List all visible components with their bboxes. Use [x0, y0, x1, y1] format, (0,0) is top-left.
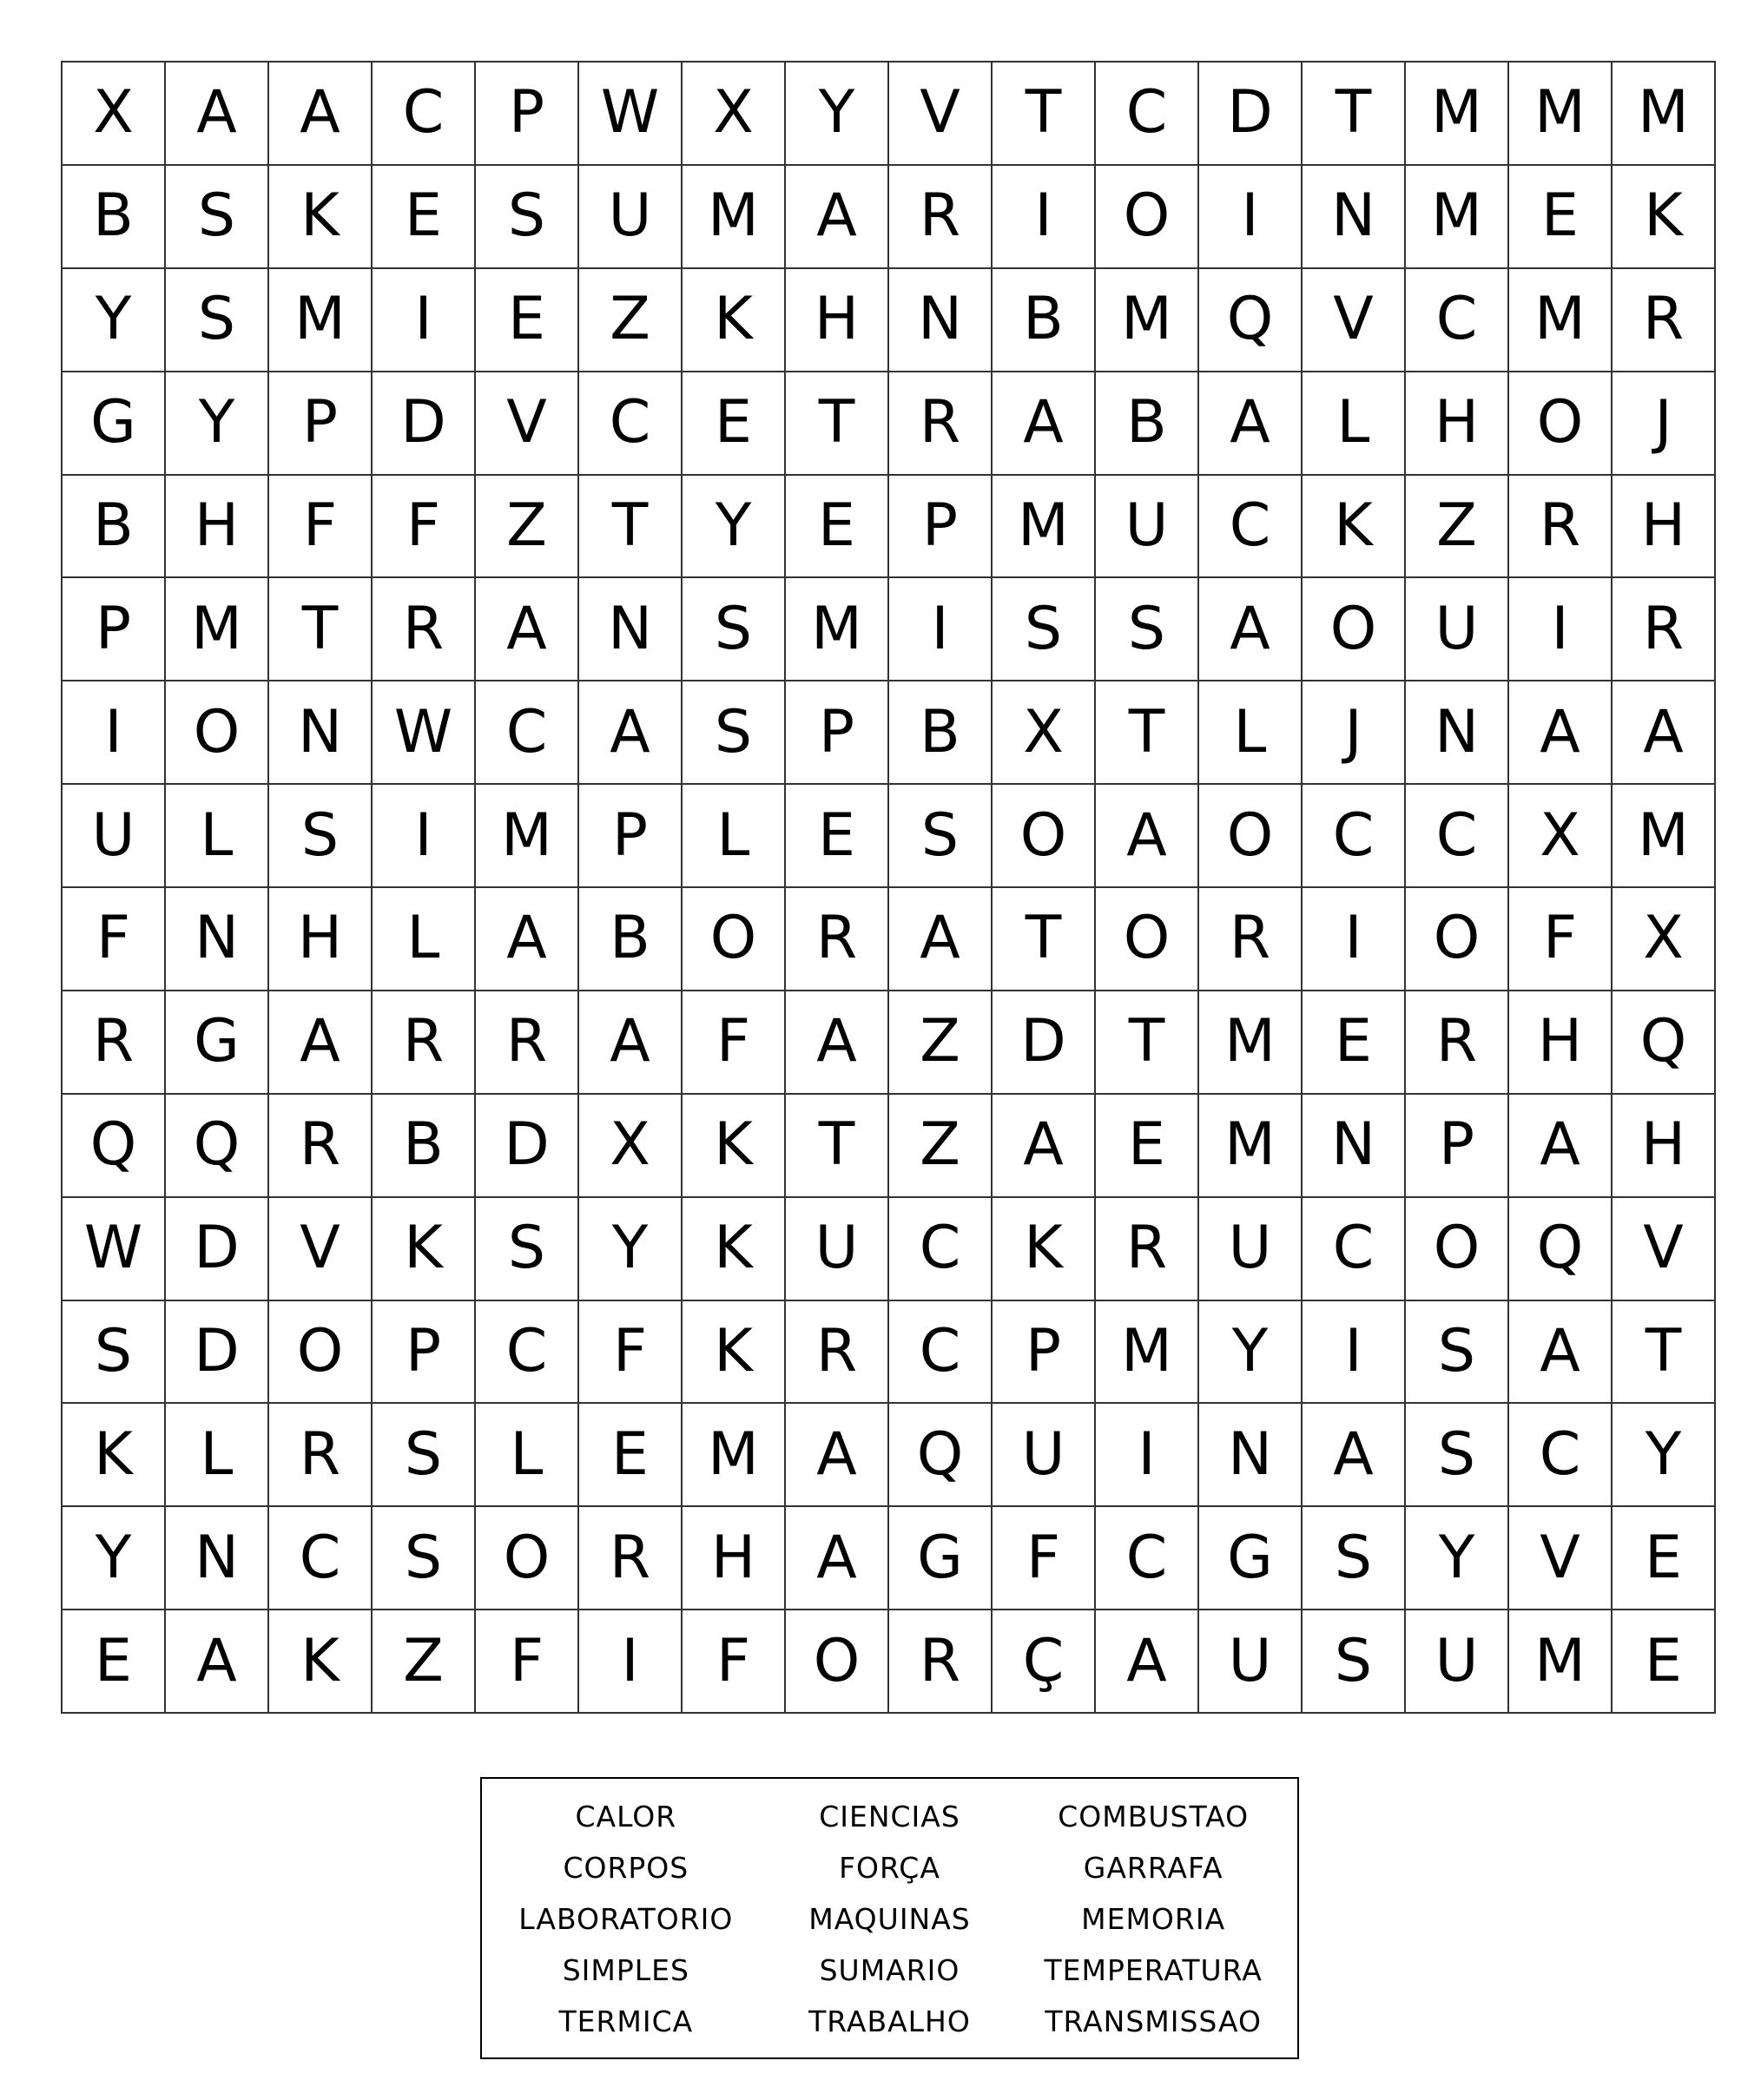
grid-cell[interactable]: C: [1406, 269, 1509, 372]
grid-cell[interactable]: F: [1509, 888, 1613, 991]
grid-cell[interactable]: A: [476, 888, 579, 991]
word-list-item: TEMPERATURA: [1044, 1953, 1263, 1987]
grid-cell[interactable]: C: [1406, 785, 1509, 888]
grid-cell[interactable]: X: [579, 1095, 683, 1198]
grid-cell[interactable]: X: [683, 63, 786, 166]
grid-cell[interactable]: D: [1199, 63, 1303, 166]
grid-cell[interactable]: O: [1406, 888, 1509, 991]
grid-cell[interactable]: O: [166, 681, 269, 785]
grid-cell[interactable]: A: [786, 1507, 889, 1610]
grid-cell[interactable]: V: [889, 63, 993, 166]
grid-cell[interactable]: Y: [1406, 1507, 1509, 1610]
grid-cell[interactable]: V: [476, 372, 579, 476]
grid-cell[interactable]: A: [1509, 1301, 1613, 1405]
grid-cell[interactable]: L: [166, 1404, 269, 1507]
word-list-item: SIMPLES: [562, 1953, 689, 1987]
grid-cell[interactable]: Q: [1199, 269, 1303, 372]
grid-cell[interactable]: Q: [1509, 1198, 1613, 1301]
grid-cell[interactable]: V: [1303, 269, 1406, 372]
grid-cell[interactable]: M: [1199, 991, 1303, 1095]
grid-cell[interactable]: V: [1613, 1198, 1716, 1301]
grid-cell[interactable]: M: [269, 269, 373, 372]
grid-cell[interactable]: V: [269, 1198, 373, 1301]
grid-cell[interactable]: D: [166, 1301, 269, 1405]
grid-cell[interactable]: G: [1199, 1507, 1303, 1610]
grid-cell[interactable]: P: [373, 1301, 476, 1405]
grid-cell[interactable]: L: [373, 888, 476, 991]
grid-cell[interactable]: K: [63, 1404, 166, 1507]
grid-cell[interactable]: N: [269, 681, 373, 785]
grid-cell[interactable]: M: [1096, 1301, 1199, 1405]
grid-cell[interactable]: M: [476, 785, 579, 888]
grid-cell[interactable]: C: [373, 63, 476, 166]
grid-cell[interactable]: O: [476, 1507, 579, 1610]
grid-cell[interactable]: Z: [476, 476, 579, 579]
grid-cell[interactable]: A: [476, 578, 579, 681]
grid-cell[interactable]: Q: [166, 1095, 269, 1198]
grid-cell[interactable]: P: [476, 63, 579, 166]
grid-cell[interactable]: S: [476, 1198, 579, 1301]
grid-cell[interactable]: I: [889, 578, 993, 681]
grid-cell[interactable]: F: [373, 476, 476, 579]
grid-cell[interactable]: H: [1613, 1095, 1716, 1198]
grid-cell[interactable]: F: [269, 476, 373, 579]
grid-cell[interactable]: O: [1096, 166, 1199, 269]
grid-cell[interactable]: I: [579, 1610, 683, 1714]
grid-cell[interactable]: R: [889, 372, 993, 476]
grid-cell[interactable]: B: [889, 681, 993, 785]
grid-cell[interactable]: H: [1406, 372, 1509, 476]
grid-cell[interactable]: R: [1096, 1198, 1199, 1301]
grid-cell[interactable]: L: [1199, 681, 1303, 785]
grid-cell[interactable]: X: [1509, 785, 1613, 888]
grid-cell[interactable]: T: [1613, 1301, 1716, 1405]
grid-cell[interactable]: A: [1096, 785, 1199, 888]
grid-cell[interactable]: I: [1509, 578, 1613, 681]
grid-cell[interactable]: M: [1096, 269, 1199, 372]
grid-cell[interactable]: I: [1303, 1301, 1406, 1405]
grid-cell[interactable]: B: [993, 269, 1096, 372]
grid-cell[interactable]: Z: [579, 269, 683, 372]
grid-cell[interactable]: A: [269, 63, 373, 166]
grid-cell[interactable]: F: [579, 1301, 683, 1405]
grid-cell[interactable]: I: [1303, 888, 1406, 991]
grid-cell[interactable]: V: [1509, 1507, 1613, 1610]
grid-cell[interactable]: E: [1509, 166, 1613, 269]
word-list-item: LABORATORIO: [518, 1902, 734, 1936]
grid-cell[interactable]: Z: [1406, 476, 1509, 579]
grid-cell[interactable]: R: [1613, 269, 1716, 372]
grid-cell[interactable]: E: [373, 166, 476, 269]
grid-cell[interactable]: Y: [579, 1198, 683, 1301]
grid-cell[interactable]: S: [373, 1507, 476, 1610]
grid-cell[interactable]: S: [63, 1301, 166, 1405]
grid-cell[interactable]: N: [1303, 166, 1406, 269]
grid-cell[interactable]: G: [889, 1507, 993, 1610]
grid-cell[interactable]: T: [1096, 991, 1199, 1095]
grid-cell[interactable]: B: [63, 476, 166, 579]
grid-cell[interactable]: R: [269, 1404, 373, 1507]
grid-cell[interactable]: G: [166, 991, 269, 1095]
grid-cell[interactable]: K: [1303, 476, 1406, 579]
grid-cell[interactable]: L: [476, 1404, 579, 1507]
grid-cell[interactable]: E: [1096, 1095, 1199, 1198]
grid-cell[interactable]: R: [786, 888, 889, 991]
grid-cell[interactable]: R: [269, 1095, 373, 1198]
grid-cell[interactable]: F: [683, 991, 786, 1095]
word-list-item: CALOR: [575, 1800, 677, 1833]
grid-cell[interactable]: U: [1199, 1610, 1303, 1714]
grid-cell[interactable]: C: [1199, 476, 1303, 579]
grid-cell[interactable]: R: [889, 1610, 993, 1714]
grid-cell[interactable]: M: [683, 1404, 786, 1507]
grid-cell[interactable]: C: [889, 1301, 993, 1405]
grid-cell[interactable]: Y: [1613, 1404, 1716, 1507]
grid-cell[interactable]: A: [1509, 1095, 1613, 1198]
grid-cell[interactable]: H: [683, 1507, 786, 1610]
grid-cell[interactable]: O: [1509, 372, 1613, 476]
grid-cell[interactable]: A: [889, 888, 993, 991]
word-list-item: TERMICA: [558, 2005, 694, 2038]
grid-cell[interactable]: I: [1096, 1404, 1199, 1507]
word-list-item: GARRAFA: [1083, 1851, 1223, 1885]
grid-cell[interactable]: E: [1303, 991, 1406, 1095]
grid-cell[interactable]: D: [476, 1095, 579, 1198]
grid-cell[interactable]: A: [1096, 1610, 1199, 1714]
grid-cell[interactable]: N: [1406, 681, 1509, 785]
grid-cell[interactable]: A: [1199, 578, 1303, 681]
grid-cell[interactable]: X: [1613, 888, 1716, 991]
grid-cell[interactable]: A: [166, 63, 269, 166]
grid-cell[interactable]: J: [1303, 681, 1406, 785]
grid-cell[interactable]: R: [786, 1301, 889, 1405]
grid-cell[interactable]: M: [1509, 63, 1613, 166]
grid-cell[interactable]: C: [476, 1301, 579, 1405]
grid-cell[interactable]: K: [683, 269, 786, 372]
grid-cell[interactable]: M: [1509, 1610, 1613, 1714]
grid-cell[interactable]: T: [269, 578, 373, 681]
grid-cell[interactable]: M: [786, 578, 889, 681]
grid-cell[interactable]: R: [373, 578, 476, 681]
grid-cell[interactable]: S: [889, 785, 993, 888]
grid-cell[interactable]: T: [993, 888, 1096, 991]
word-list-item: FORÇA: [839, 1851, 940, 1885]
grid-cell[interactable]: K: [269, 166, 373, 269]
grid-cell[interactable]: P: [786, 681, 889, 785]
grid-cell[interactable]: I: [373, 785, 476, 888]
grid-cell[interactable]: R: [1613, 578, 1716, 681]
grid-cell[interactable]: H: [269, 888, 373, 991]
grid-cell[interactable]: O: [993, 785, 1096, 888]
grid-cell[interactable]: S: [683, 578, 786, 681]
grid-cell[interactable]: E: [683, 372, 786, 476]
grid-cell[interactable]: K: [683, 1198, 786, 1301]
grid-cell[interactable]: A: [993, 1095, 1096, 1198]
grid-cell[interactable]: C: [1096, 1507, 1199, 1610]
grid-cell[interactable]: O: [1199, 785, 1303, 888]
grid-cell[interactable]: B: [373, 1095, 476, 1198]
grid-cell[interactable]: S: [373, 1404, 476, 1507]
grid-cell[interactable]: S: [476, 166, 579, 269]
grid-cell[interactable]: Z: [889, 1095, 993, 1198]
grid-cell[interactable]: C: [1509, 1404, 1613, 1507]
grid-cell[interactable]: T: [1096, 681, 1199, 785]
grid-cell[interactable]: E: [63, 1610, 166, 1714]
grid-cell[interactable]: I: [373, 269, 476, 372]
grid-cell[interactable]: N: [579, 578, 683, 681]
grid-cell[interactable]: S: [683, 681, 786, 785]
grid-cell[interactable]: H: [1509, 991, 1613, 1095]
grid-cell[interactable]: S: [993, 578, 1096, 681]
grid-cell[interactable]: A: [786, 1404, 889, 1507]
grid-cell[interactable]: C: [1096, 63, 1199, 166]
grid-cell[interactable]: D: [993, 991, 1096, 1095]
grid-cell[interactable]: E: [579, 1404, 683, 1507]
grid-cell[interactable]: K: [1613, 166, 1716, 269]
grid-cell[interactable]: E: [1613, 1610, 1716, 1714]
grid-cell[interactable]: E: [476, 269, 579, 372]
grid-cell[interactable]: S: [1406, 1404, 1509, 1507]
word-list-item: COMBUSTAO: [1058, 1800, 1250, 1833]
grid-cell[interactable]: U: [1406, 578, 1509, 681]
grid-cell[interactable]: F: [63, 888, 166, 991]
grid-cell[interactable]: T: [993, 63, 1096, 166]
grid-cell[interactable]: S: [1303, 1610, 1406, 1714]
grid-cell[interactable]: M: [993, 476, 1096, 579]
grid-cell[interactable]: A: [993, 372, 1096, 476]
grid-cell[interactable]: N: [1303, 1095, 1406, 1198]
grid-cell[interactable]: G: [63, 372, 166, 476]
grid-cell[interactable]: U: [993, 1404, 1096, 1507]
grid-cell[interactable]: I: [1199, 166, 1303, 269]
grid-cell[interactable]: R: [63, 991, 166, 1095]
grid-cell[interactable]: U: [63, 785, 166, 888]
grid-cell[interactable]: X: [993, 681, 1096, 785]
grid-cell[interactable]: E: [1613, 1507, 1716, 1610]
grid-cell[interactable]: T: [1303, 63, 1406, 166]
grid-cell[interactable]: O: [269, 1301, 373, 1405]
grid-cell[interactable]: N: [166, 1507, 269, 1610]
grid-cell[interactable]: C: [269, 1507, 373, 1610]
grid-cell[interactable]: D: [373, 372, 476, 476]
grid-cell[interactable]: Y: [166, 372, 269, 476]
grid-cell[interactable]: K: [269, 1610, 373, 1714]
grid-cell[interactable]: C: [1303, 1198, 1406, 1301]
grid-cell[interactable]: S: [1096, 578, 1199, 681]
grid-cell[interactable]: N: [889, 269, 993, 372]
word-list-item: MEMORIA: [1081, 1902, 1226, 1936]
grid-cell[interactable]: N: [166, 888, 269, 991]
letter-grid: [61, 61, 1716, 1714]
word-list-item: MAQUINAS: [808, 1902, 971, 1936]
grid-cell[interactable]: P: [63, 578, 166, 681]
grid-cell[interactable]: Y: [786, 63, 889, 166]
grid-cell[interactable]: U: [786, 1198, 889, 1301]
grid-cell[interactable]: Y: [1199, 1301, 1303, 1405]
grid-cell[interactable]: C: [476, 681, 579, 785]
grid-cell[interactable]: M: [1613, 63, 1716, 166]
grid-cell[interactable]: C: [1303, 785, 1406, 888]
grid-cell[interactable]: U: [579, 166, 683, 269]
grid-cell[interactable]: W: [373, 681, 476, 785]
grid-cell[interactable]: R: [889, 166, 993, 269]
grid-cell[interactable]: A: [269, 991, 373, 1095]
grid-cell[interactable]: T: [579, 476, 683, 579]
grid-cell[interactable]: S: [166, 269, 269, 372]
grid-cell[interactable]: M: [1199, 1095, 1303, 1198]
word-list: [480, 1777, 1299, 2059]
grid-cell[interactable]: P: [579, 785, 683, 888]
grid-cell[interactable]: A: [1199, 372, 1303, 476]
grid-cell[interactable]: K: [683, 1095, 786, 1198]
grid-cell[interactable]: L: [1303, 372, 1406, 476]
grid-cell[interactable]: P: [1406, 1095, 1509, 1198]
grid-cell[interactable]: O: [683, 888, 786, 991]
grid-cell[interactable]: R: [1199, 888, 1303, 991]
grid-cell[interactable]: Y: [63, 1507, 166, 1610]
grid-cell[interactable]: I: [993, 166, 1096, 269]
grid-cell[interactable]: C: [579, 372, 683, 476]
grid-cell[interactable]: K: [683, 1301, 786, 1405]
grid-cell[interactable]: T: [786, 372, 889, 476]
grid-cell[interactable]: M: [683, 166, 786, 269]
grid-cell[interactable]: F: [476, 1610, 579, 1714]
grid-cell[interactable]: A: [579, 991, 683, 1095]
grid-cell[interactable]: Z: [373, 1610, 476, 1714]
grid-cell[interactable]: O: [1096, 888, 1199, 991]
grid-cell[interactable]: H: [786, 269, 889, 372]
grid-cell[interactable]: Q: [1613, 991, 1716, 1095]
grid-cell[interactable]: C: [889, 1198, 993, 1301]
grid-cell[interactable]: A: [786, 166, 889, 269]
grid-cell[interactable]: A: [1613, 681, 1716, 785]
grid-cell[interactable]: S: [166, 166, 269, 269]
grid-cell[interactable]: M: [1613, 785, 1716, 888]
grid-cell[interactable]: Q: [63, 1095, 166, 1198]
grid-cell[interactable]: B: [1096, 372, 1199, 476]
grid-cell[interactable]: R: [373, 991, 476, 1095]
grid-cell[interactable]: P: [269, 372, 373, 476]
grid-cell[interactable]: T: [786, 1095, 889, 1198]
grid-cell[interactable]: L: [683, 785, 786, 888]
grid-cell[interactable]: A: [166, 1610, 269, 1714]
grid-cell[interactable]: Q: [889, 1404, 993, 1507]
grid-cell[interactable]: O: [1303, 578, 1406, 681]
grid-cell[interactable]: M: [1406, 166, 1509, 269]
grid-cell[interactable]: R: [1406, 991, 1509, 1095]
word-list-item: SUMARIO: [819, 1953, 960, 1987]
grid-cell[interactable]: M: [166, 578, 269, 681]
grid-cell[interactable]: B: [579, 888, 683, 991]
grid-cell[interactable]: K: [373, 1198, 476, 1301]
grid-cell[interactable]: P: [993, 1301, 1096, 1405]
grid-cell[interactable]: R: [1509, 476, 1613, 579]
grid-cell[interactable]: U: [1096, 476, 1199, 579]
grid-cell[interactable]: Ç: [993, 1610, 1096, 1714]
grid-cell[interactable]: Y: [683, 476, 786, 579]
grid-cell[interactable]: U: [1406, 1610, 1509, 1714]
grid-cell[interactable]: S: [1406, 1301, 1509, 1405]
grid-cell[interactable]: F: [683, 1610, 786, 1714]
grid-cell[interactable]: Y: [63, 269, 166, 372]
grid-cell[interactable]: B: [63, 166, 166, 269]
word-list-item: CIENCIAS: [819, 1800, 960, 1833]
grid-cell[interactable]: H: [166, 476, 269, 579]
grid-cell[interactable]: R: [579, 1507, 683, 1610]
grid-cell[interactable]: O: [1406, 1198, 1509, 1301]
grid-cell[interactable]: E: [786, 785, 889, 888]
grid-cell[interactable]: X: [63, 63, 166, 166]
grid-cell[interactable]: A: [579, 681, 683, 785]
grid-cell[interactable]: A: [786, 991, 889, 1095]
grid-cell[interactable]: I: [63, 681, 166, 785]
grid-cell[interactable]: K: [993, 1198, 1096, 1301]
grid-cell[interactable]: L: [166, 785, 269, 888]
grid-cell[interactable]: S: [269, 785, 373, 888]
grid-cell[interactable]: W: [579, 63, 683, 166]
grid-cell[interactable]: W: [63, 1198, 166, 1301]
grid-cell[interactable]: U: [1199, 1198, 1303, 1301]
word-list-item: CORPOS: [563, 1851, 689, 1885]
grid-cell[interactable]: R: [476, 991, 579, 1095]
grid-cell[interactable]: E: [786, 476, 889, 579]
grid-cell[interactable]: O: [786, 1610, 889, 1714]
grid-cell[interactable]: Z: [889, 991, 993, 1095]
word-list-item: TRABALHO: [808, 2005, 971, 2038]
grid-cell[interactable]: M: [1406, 63, 1509, 166]
grid-cell[interactable]: J: [1613, 372, 1716, 476]
grid-cell[interactable]: P: [889, 476, 993, 579]
grid-cell[interactable]: A: [1509, 681, 1613, 785]
word-list-item: TRANSMISSAO: [1045, 2005, 1262, 2038]
grid-cell[interactable]: A: [1303, 1404, 1406, 1507]
grid-cell[interactable]: N: [1199, 1404, 1303, 1507]
grid-cell[interactable]: D: [166, 1198, 269, 1301]
grid-cell[interactable]: M: [1509, 269, 1613, 372]
grid-cell[interactable]: S: [1303, 1507, 1406, 1610]
grid-cell[interactable]: H: [1613, 476, 1716, 579]
grid-cell[interactable]: F: [993, 1507, 1096, 1610]
